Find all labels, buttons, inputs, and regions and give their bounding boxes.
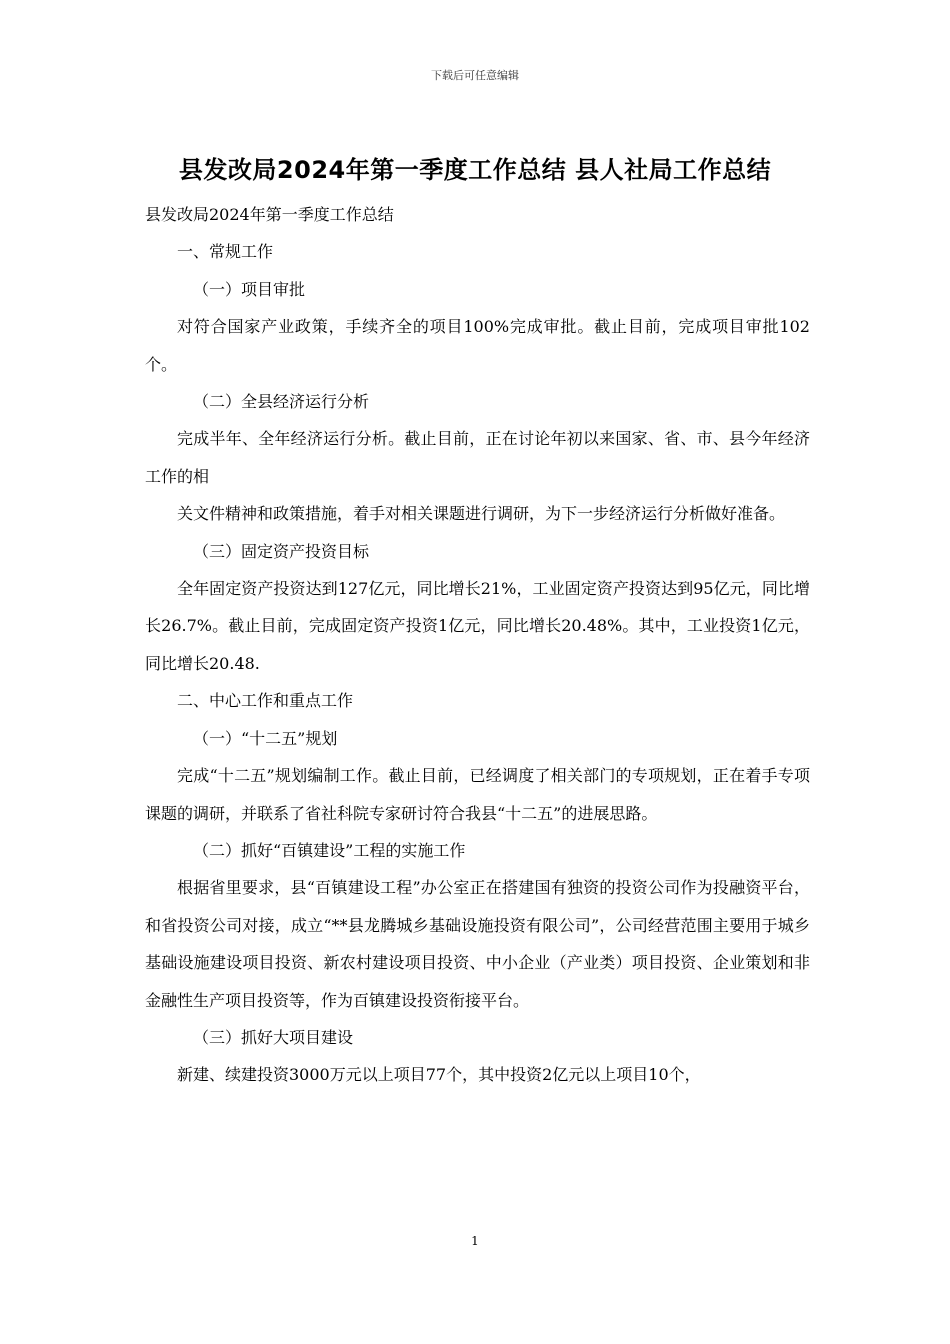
section-heading: 一、常规工作 bbox=[177, 242, 274, 262]
body-paragraph: 完成半年、全年经济运行分析。截止目前，正在讨论年初以来国家、省、市、县今年经济工作的相 bbox=[145, 429, 810, 486]
subsection-heading: （二）抓好“百镇建设”工程的实施工作 bbox=[193, 840, 466, 860]
page-number: 1 bbox=[471, 1234, 479, 1248]
header-note: 下载后可任意编辑 bbox=[431, 69, 519, 82]
subsection-heading: （三）固定资产投资目标 bbox=[193, 541, 370, 561]
subsection-heading: （二）全县经济运行分析 bbox=[193, 392, 370, 412]
section-heading: 二、中心工作和重点工作 bbox=[177, 691, 354, 711]
body-paragraph: 对符合国家产业政策，手续齐全的项目100%完成审批。截止目前，完成项目审批102个。 bbox=[145, 317, 810, 374]
subtitle-paragraph: 县发改局2024年第一季度工作总结 bbox=[145, 205, 394, 224]
body-paragraph: 根据省里要求，县“百镇建设工程”办公室正在搭建国有独资的投资公司作为投融资平台，和省投资公司对接，成立“**县龙腾城乡基础设施投资有限公司”，公司经营范围主要用于城乡基础设施建设项目投资、新农村建设项目投资、中小企业（产业类）项目投资、企业策划和非金融性生产项目投资等，作为百镇建设投资衔接平台。 bbox=[145, 878, 810, 1010]
body-paragraph: 完成“十二五”规划编制工作。截止目前，已经调度了相关部门的专项规划，正在着手专项课题的调研，并联系了省社科院专家研讨符合我县“十二五”的进展思路。 bbox=[145, 766, 810, 823]
body-paragraph: 新建、续建投资3000万元以上项目77个，其中投资2亿元以上项目10个， bbox=[177, 1065, 701, 1085]
subsection-heading: （一）项目审批 bbox=[193, 279, 306, 299]
document-body bbox=[145, 196, 810, 1094]
subsection-heading: （三）抓好大项目建设 bbox=[193, 1027, 354, 1047]
body-paragraph: 关文件精神和政策措施，着手对相关课题进行调研，为下一步经济运行分析做好准备。 bbox=[177, 504, 786, 524]
body-paragraph: 全年固定资产投资达到127亿元，同比增长21%，工业固定资产投资达到95亿元，同比增长26.7%。截止目前，完成固定资产投资1亿元，同比增长20.48%。其中，工业投资1亿元，同比增长20.48. bbox=[145, 579, 810, 673]
subsection-heading: （一）“十二五”规划 bbox=[193, 728, 338, 748]
document-title: 县发改局2024年第一季度工作总结 县人社局工作总结 bbox=[178, 156, 772, 184]
